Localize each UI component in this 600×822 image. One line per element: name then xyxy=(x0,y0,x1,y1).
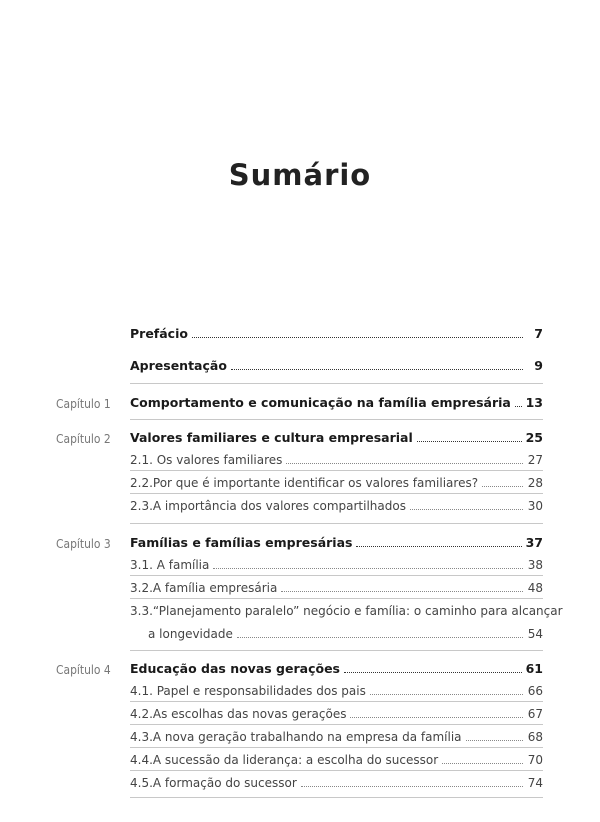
leader-dots xyxy=(237,628,523,638)
toc-entry-title: 3.3.“Planejamento paralelo” negócio e família: o caminho para alcançar xyxy=(130,604,563,618)
toc-entry-page: 25 xyxy=(525,430,543,445)
leader-dots xyxy=(281,582,523,592)
divider xyxy=(130,650,543,651)
toc-subentry-3-2[interactable] xyxy=(130,581,543,595)
toc-entry-page: 30 xyxy=(527,499,543,513)
toc-subentry-4-1[interactable] xyxy=(130,684,543,698)
leader-dots xyxy=(515,397,522,407)
divider xyxy=(130,598,543,599)
toc-entry-title: Famílias e famílias empresárias xyxy=(130,535,353,550)
toc-entry-page: 54 xyxy=(527,627,543,641)
leader-dots xyxy=(410,500,523,510)
toc-entry-page: 48 xyxy=(527,581,543,595)
leader-dots xyxy=(482,477,523,487)
toc-entry-title: Prefácio xyxy=(130,326,188,341)
chapter-label: Capítulo 2 xyxy=(56,431,111,446)
divider xyxy=(130,747,543,748)
divider xyxy=(130,470,543,471)
toc-subentry-2-2[interactable] xyxy=(130,476,543,490)
leader-dots xyxy=(213,559,523,569)
toc-entry-page: 28 xyxy=(527,476,543,490)
chapter-label: Capítulo 4 xyxy=(56,662,111,677)
divider xyxy=(130,724,543,725)
toc-entry-title: Comportamento e comunicação na família empresária xyxy=(130,395,511,410)
toc-entry-title: 4.2.As escolhas das novas gerações xyxy=(130,707,347,721)
toc-entry-title: 4.1. Papel e responsabilidades dos pais xyxy=(130,684,366,698)
leader-dots xyxy=(344,663,522,673)
toc-subentry-4-5[interactable] xyxy=(130,776,543,790)
leader-dots xyxy=(442,754,523,764)
toc-entry-title: 2.1. Os valores familiares xyxy=(130,453,283,467)
divider xyxy=(130,383,543,384)
leader-dots xyxy=(350,708,523,718)
toc-entry-page: 13 xyxy=(525,395,543,410)
toc-entry-page: 38 xyxy=(527,558,543,572)
toc-entry-page: 74 xyxy=(527,776,543,790)
toc-entry-title: 2.3.A importância dos valores compartilhados xyxy=(130,499,406,513)
toc-subentry-2-1[interactable] xyxy=(130,453,543,467)
toc-subentry-3-3-continued[interactable] xyxy=(148,627,543,641)
page-title: Sumário xyxy=(228,158,372,192)
toc-entry-title: 4.4.A sucessão da liderança: a escolha do sucessor xyxy=(130,753,439,767)
leader-dots xyxy=(370,685,523,695)
toc-entry-prefacio[interactable] xyxy=(130,326,543,341)
toc-entry-title: Valores familiares e cultura empresarial xyxy=(130,430,413,445)
divider xyxy=(130,797,543,798)
chapter-label: Capítulo 3 xyxy=(56,536,111,551)
leader-dots xyxy=(356,537,521,547)
toc-entry-page: 27 xyxy=(527,453,543,467)
toc-subentry-2-3[interactable] xyxy=(130,499,543,513)
leader-dots xyxy=(231,360,523,370)
chapter-label: Capítulo 1 xyxy=(56,396,111,411)
toc-subentry-4-4[interactable] xyxy=(130,753,543,767)
leader-dots xyxy=(286,454,523,464)
toc-entry-title: 3.1. A família xyxy=(130,558,210,572)
toc-entry-page: 66 xyxy=(527,684,543,698)
toc-entry-title: Apresentação xyxy=(130,358,227,373)
toc-chapter-3[interactable] xyxy=(130,535,543,550)
divider xyxy=(130,523,543,524)
toc-entry-title: 3.2.A família empresária xyxy=(130,581,278,595)
divider xyxy=(130,701,543,702)
toc-chapter-4[interactable] xyxy=(130,661,543,676)
leader-dots xyxy=(301,777,523,787)
divider xyxy=(130,770,543,771)
toc-entry-title: Educação das novas gerações xyxy=(130,661,340,676)
toc-entry-page: 68 xyxy=(527,730,543,744)
toc-entry-title: 4.3.A nova geração trabalhando na empresa da família xyxy=(130,730,462,744)
toc-entry-page: 61 xyxy=(525,661,543,676)
toc-entry-page: 9 xyxy=(534,358,543,373)
toc-entry-page: 7 xyxy=(534,326,543,341)
toc-entry-apresentacao[interactable] xyxy=(130,358,543,373)
leader-dots xyxy=(466,731,523,741)
toc-entry-title-continued: a longevidade xyxy=(148,627,233,641)
toc-subentry-4-3[interactable] xyxy=(130,730,543,744)
toc-chapter-2[interactable] xyxy=(130,430,543,445)
divider xyxy=(130,419,543,420)
toc-entry-page: 70 xyxy=(527,753,543,767)
divider xyxy=(130,575,543,576)
toc-subentry-4-2[interactable] xyxy=(130,707,543,721)
leader-dots xyxy=(192,328,523,338)
divider xyxy=(130,493,543,494)
toc-entry-page: 67 xyxy=(527,707,543,721)
toc-entry-title: 4.5.A formação do sucessor xyxy=(130,776,297,790)
leader-dots xyxy=(417,432,522,442)
toc-entry-page: 37 xyxy=(525,535,543,550)
toc-chapter-1[interactable] xyxy=(130,395,543,410)
toc-subentry-3-3[interactable] xyxy=(130,604,563,618)
toc-subentry-3-1[interactable] xyxy=(130,558,543,572)
toc-entry-title: 2.2.Por que é importante identificar os valores familiares? xyxy=(130,476,479,490)
